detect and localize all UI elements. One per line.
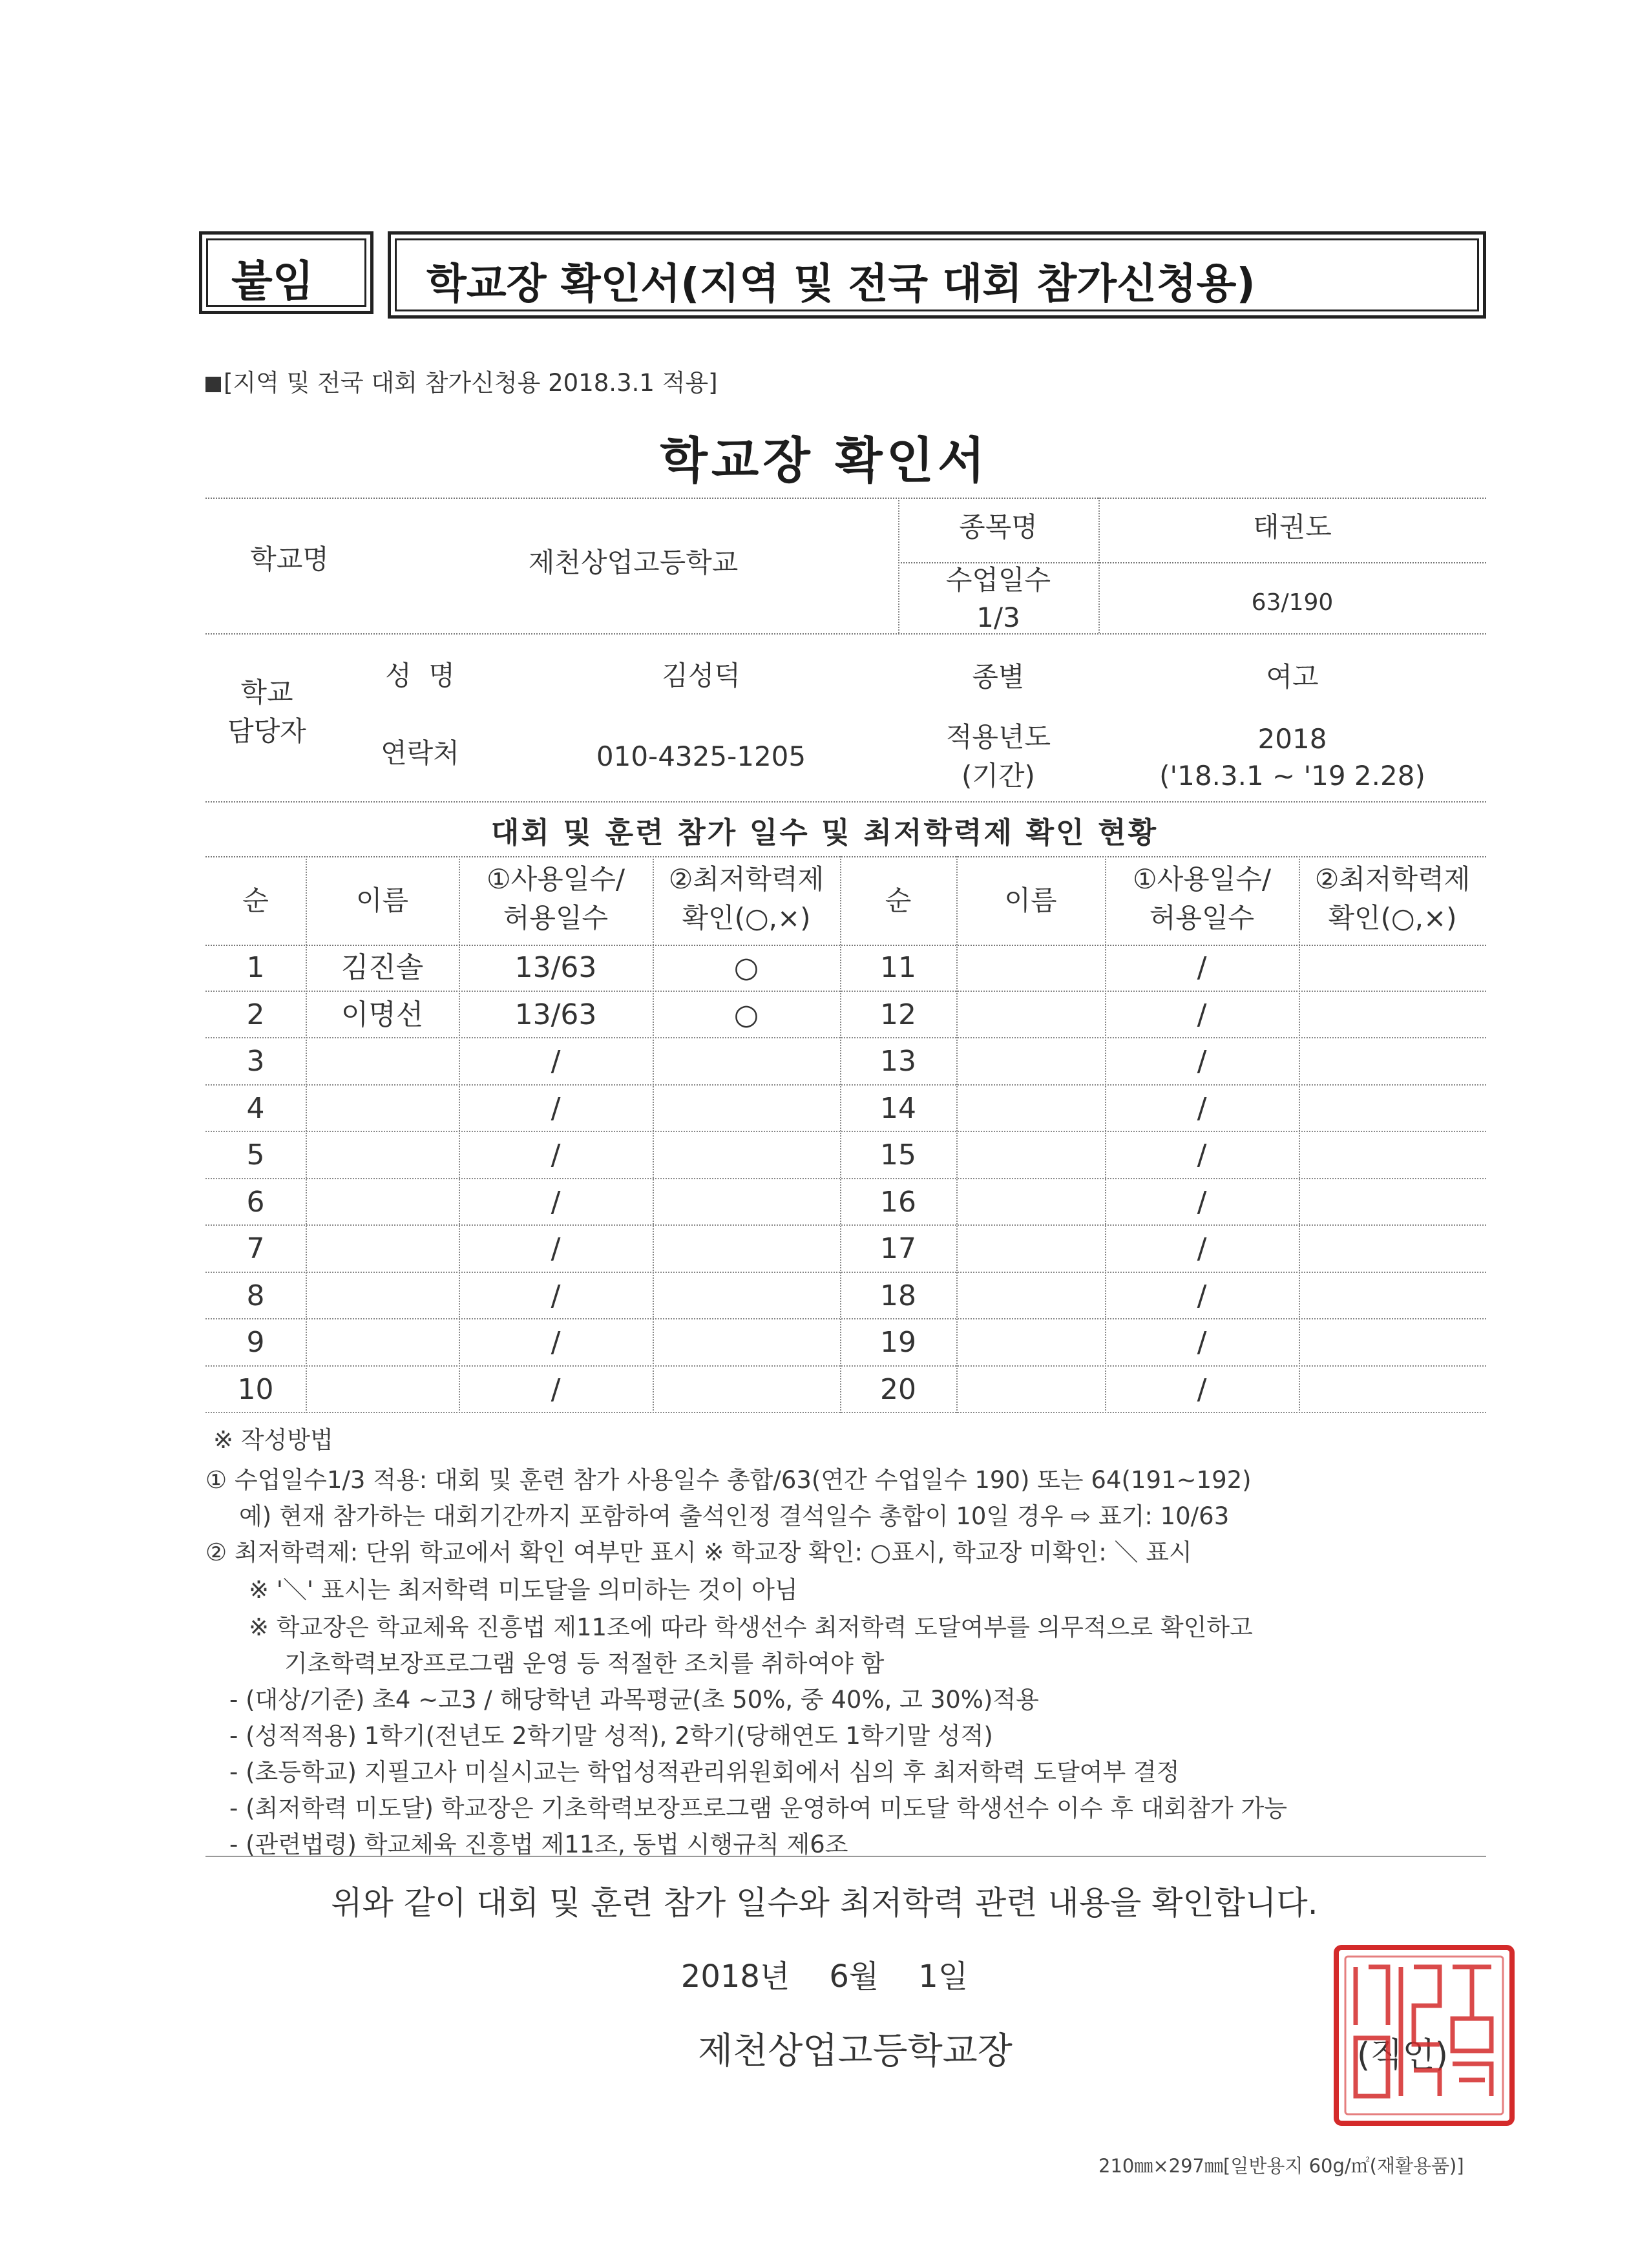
table-cell-check-l bbox=[653, 1038, 840, 1086]
info-rule-mid bbox=[205, 633, 1486, 635]
table-cell-no-l: 9 bbox=[246, 1326, 265, 1359]
info-rule-bottom bbox=[205, 801, 1486, 803]
header-check-right-2: 확인(○,×) bbox=[1328, 902, 1457, 934]
info-rule-top bbox=[205, 498, 1486, 499]
table-col-divider bbox=[1105, 856, 1106, 1413]
table-cell-name-r bbox=[956, 1038, 1105, 1086]
table-cell-check-l bbox=[653, 1319, 840, 1367]
table-cell-name-r bbox=[956, 1367, 1105, 1414]
header-title: 학교장 확인서(지역 및 전국 대회 참가신청용) bbox=[426, 260, 1255, 308]
header-name-right: 이름 bbox=[1004, 885, 1057, 916]
year-label-1: 적용년도 bbox=[945, 721, 1051, 753]
days-label-1: 수업일수 bbox=[945, 564, 1051, 596]
table-col-divider bbox=[306, 856, 307, 1413]
manager-label-1: 학교 bbox=[240, 677, 293, 708]
table-cell-name-l: 김진솔 bbox=[341, 951, 424, 984]
detail-3: - (초등학교) 지필고사 미실시교는 학업성적관리위원회에서 심의 후 최저학력 도달여부 결정 bbox=[229, 1758, 1180, 1786]
table-cell-check-l bbox=[653, 1086, 840, 1133]
table-cell-check-l bbox=[653, 1273, 840, 1320]
header-name-left: 이름 bbox=[355, 885, 409, 916]
principal-name: 제천상업고등학교장 bbox=[698, 2030, 1013, 2072]
table-cell-days-r: / bbox=[1197, 1045, 1207, 1078]
principal-signature bbox=[698, 2022, 1013, 2074]
table-cell-days-r: / bbox=[1197, 1232, 1207, 1265]
table-cell-days-l: / bbox=[551, 1045, 561, 1078]
table-cell-name-l bbox=[306, 1226, 459, 1273]
table-cell-check-r bbox=[1299, 1038, 1486, 1086]
table-cell-check-r bbox=[1299, 1273, 1486, 1320]
table-cell-no-l: 1 bbox=[246, 951, 265, 984]
school-label: 학교명 bbox=[250, 543, 329, 575]
table-cell-no-r: 13 bbox=[880, 1045, 916, 1078]
detail-5: - (관련법령) 학교체육 진흥법 제11조, 동법 시행규칙 제6조 bbox=[229, 1831, 848, 1858]
subtitle-text: [지역 및 전국 대회 참가신청용 2018.3.1 적용] bbox=[224, 369, 718, 397]
table-cell-name-l bbox=[306, 1179, 459, 1226]
note-1b: 예) 현재 참가하는 대회기간까지 포함하여 출석인정 결석일수 총합이 10일 경우 ⇨ 표기: 10/63 bbox=[239, 1502, 1230, 1530]
table-cell-name-r bbox=[956, 992, 1105, 1039]
table-cell-name-l bbox=[306, 1273, 459, 1320]
category-value: 여고 bbox=[1266, 661, 1319, 693]
table-cell-days-r: / bbox=[1197, 1185, 1207, 1219]
header-check-right-1: ②최저학력제 bbox=[1314, 863, 1471, 895]
table-cell-name-r bbox=[956, 1226, 1105, 1273]
table-cell-days-l: / bbox=[551, 1185, 561, 1219]
detail-2: - (성적적용) 1학기(전년도 2학기말 성적), 2학기(당해연도 1학기말 성적) bbox=[229, 1722, 993, 1750]
name-label: 성 명 bbox=[385, 660, 455, 691]
table-cell-days-l: / bbox=[551, 1091, 561, 1125]
table-cell-no-l: 5 bbox=[246, 1139, 265, 1171]
table-rule-top bbox=[205, 856, 1486, 857]
issue-date: 2018년 6월 1일 bbox=[680, 1958, 969, 1995]
table-col-divider bbox=[1299, 856, 1300, 1413]
table-cell-check-r bbox=[1299, 1179, 1486, 1226]
note-3: ※ '＼' 표시는 최저학력 미도달을 의미하는 것이 아님 bbox=[249, 1576, 798, 1604]
note-4a: ※ 학교장은 학교체육 진흥법 제11조에 따라 학생선수 최저학력 도달여부를 의무적으로 확인하고 bbox=[249, 1613, 1253, 1641]
table-row bbox=[0, 1086, 1649, 1133]
detail-1: - (대상/기준) 초4 ~고3 / 해당학년 과목평균(초 50%, 중 40%, 고 30%)적용 bbox=[229, 1686, 1039, 1714]
header-days-left-1: ①사용일수/ bbox=[486, 863, 625, 895]
table-col-divider bbox=[840, 856, 841, 1413]
table-cell-days-r: / bbox=[1197, 1279, 1207, 1312]
table-cell-days-l: / bbox=[551, 1232, 561, 1265]
contact-label: 연락처 bbox=[381, 737, 459, 769]
confirmation-statement: 위와 같이 대회 및 훈련 참가 일수와 최저학력 관련 내용을 확인합니다. bbox=[331, 1884, 1318, 1922]
note-2: ② 최저학력제: 단위 학교에서 확인 여부만 표시 ※ 학교장 확인: ○표시, 학교장 미확인: ＼ 표시 bbox=[205, 1538, 1192, 1566]
table-cell-no-r: 20 bbox=[880, 1372, 916, 1406]
table-cell-days-r: / bbox=[1197, 1372, 1207, 1406]
table-cell-name-l bbox=[306, 1038, 459, 1086]
row-rule bbox=[205, 1412, 1486, 1413]
table-cell-no-l: 3 bbox=[246, 1045, 265, 1078]
table-cell-no-l: 6 bbox=[246, 1185, 265, 1219]
table-row bbox=[0, 1179, 1649, 1226]
name-value: 김성덕 bbox=[662, 660, 740, 691]
table-cell-name-r bbox=[956, 1179, 1105, 1226]
table-cell-check-l: ○ bbox=[733, 998, 759, 1031]
table-cell-name-l bbox=[306, 1319, 459, 1367]
year-value: 2018 bbox=[1257, 723, 1327, 755]
attachment-tag: 붙임 bbox=[231, 257, 314, 306]
note-4b: 기초학력보장프로그램 운영 등 적절한 조치를 취하여야 함 bbox=[284, 1650, 885, 1677]
table-cell-days-r: / bbox=[1197, 1326, 1207, 1359]
page-title: 학교장 확인서 bbox=[660, 432, 989, 489]
table-cell-days-r: / bbox=[1197, 998, 1207, 1031]
year-label-2: (기간) bbox=[961, 760, 1035, 792]
header-days-right-2: 허용일수 bbox=[1149, 902, 1255, 934]
header-no-left: 순 bbox=[242, 885, 269, 916]
table-row bbox=[0, 1367, 1649, 1414]
table-row bbox=[0, 1273, 1649, 1320]
table-cell-days-l: / bbox=[551, 1372, 561, 1406]
table-cell-no-r: 14 bbox=[880, 1091, 916, 1125]
table-cell-no-r: 11 bbox=[880, 951, 916, 984]
table-row bbox=[0, 1319, 1649, 1367]
square-bullet-icon bbox=[205, 377, 221, 392]
table-cell-name-l bbox=[306, 1086, 459, 1133]
table-cell-check-l bbox=[653, 1226, 840, 1273]
table-cell-name-r bbox=[956, 1086, 1105, 1133]
table-cell-no-r: 16 bbox=[880, 1185, 916, 1219]
table-row bbox=[0, 1038, 1649, 1086]
table-cell-no-l: 8 bbox=[246, 1279, 265, 1312]
table-col-divider bbox=[956, 856, 958, 1413]
days-label-2: 1/3 bbox=[976, 602, 1020, 633]
days-value: 63/190 bbox=[1251, 589, 1334, 616]
table-cell-no-r: 15 bbox=[880, 1139, 916, 1171]
event-value: 태권도 bbox=[1253, 511, 1332, 543]
table-cell-no-r: 12 bbox=[880, 998, 916, 1031]
table-row bbox=[0, 945, 1649, 992]
table-cell-name-r bbox=[956, 1273, 1105, 1320]
table-cell-days-l: / bbox=[551, 1139, 561, 1171]
year-period: ('18.3.1 ~ '19 2.28) bbox=[1159, 760, 1425, 792]
manager-label-2: 담당자 bbox=[227, 715, 306, 747]
official-seal-stamp bbox=[1330, 1941, 1518, 2130]
header-days-right-1: ①사용일수/ bbox=[1132, 863, 1272, 895]
header-check-left-1: ②최저학력제 bbox=[668, 863, 824, 895]
table-cell-days-l: / bbox=[551, 1326, 561, 1359]
contact-value: 010-4325-1205 bbox=[596, 740, 806, 772]
seal-label: (직인) bbox=[1357, 2036, 1449, 2075]
header-check-left-2: 확인(○,×) bbox=[682, 902, 811, 934]
table-cell-no-l: 7 bbox=[246, 1232, 265, 1265]
table-cell-days-r: / bbox=[1197, 1139, 1207, 1171]
table-cell-name-l: 이명선 bbox=[341, 998, 424, 1031]
table-cell-name-l bbox=[306, 1132, 459, 1179]
section-title: 대회 및 훈련 참가 일수 및 최저학력제 확인 현황 bbox=[490, 815, 1159, 850]
paper-spec-footer: 210㎜×297㎜[일반용지 60g/㎡(재활용품)] bbox=[1098, 2155, 1464, 2177]
notes-heading: ※ 작성방법 bbox=[213, 1426, 333, 1454]
table-cell-check-l bbox=[653, 1179, 840, 1226]
table-cell-check-l bbox=[653, 1367, 840, 1414]
table-cell-check-r bbox=[1299, 992, 1486, 1039]
table-row bbox=[0, 1226, 1649, 1273]
table-row bbox=[0, 1132, 1649, 1179]
table-cell-check-r bbox=[1299, 1132, 1486, 1179]
table-cell-days-l: 13/63 bbox=[514, 998, 597, 1031]
doc-subtitle bbox=[205, 363, 718, 398]
table-cell-days-l: / bbox=[551, 1279, 561, 1312]
category-label: 종별 bbox=[972, 661, 1025, 693]
table-col-divider bbox=[459, 856, 460, 1413]
note-1a: ① 수업일수1/3 적용: 대회 및 훈련 참가 사용일수 총합/63(연간 수업일수 190) 또는 64(191~192) bbox=[205, 1466, 1252, 1494]
header-no-right: 순 bbox=[885, 885, 912, 916]
table-cell-no-r: 17 bbox=[880, 1232, 916, 1265]
table-cell-no-l: 2 bbox=[246, 998, 265, 1031]
table-cell-days-r: / bbox=[1197, 1091, 1207, 1125]
table-row bbox=[0, 992, 1649, 1039]
notes-bottom-rule bbox=[205, 1856, 1486, 1857]
table-col-divider bbox=[653, 856, 654, 1413]
table-cell-days-l: 13/63 bbox=[514, 951, 597, 984]
table-cell-name-l bbox=[306, 1367, 459, 1414]
event-label: 종목명 bbox=[959, 511, 1038, 543]
table-cell-no-r: 18 bbox=[880, 1279, 916, 1312]
table-cell-check-r bbox=[1299, 1226, 1486, 1273]
table-cell-days-r: / bbox=[1197, 951, 1207, 984]
table-cell-name-r bbox=[956, 945, 1105, 992]
table-cell-name-r bbox=[956, 1319, 1105, 1367]
table-cell-check-r bbox=[1299, 1367, 1486, 1414]
detail-4: - (최저학력 미도달) 학교장은 기초학력보장프로그램 운영하여 미도달 학생선수 이수 후 대회참가 가능 bbox=[229, 1794, 1288, 1822]
table-cell-check-r bbox=[1299, 1319, 1486, 1367]
table-cell-check-r bbox=[1299, 1086, 1486, 1133]
table-cell-check-l: ○ bbox=[733, 951, 759, 984]
table-cell-name-r bbox=[956, 1132, 1105, 1179]
table-cell-no-l: 4 bbox=[246, 1091, 265, 1125]
table-cell-no-l: 10 bbox=[237, 1372, 274, 1406]
table-cell-no-r: 19 bbox=[880, 1326, 916, 1359]
table-cell-check-l bbox=[653, 1132, 840, 1179]
school-name: 제천상업고등학교 bbox=[528, 547, 739, 578]
header-days-left-2: 허용일수 bbox=[503, 902, 609, 934]
table-cell-check-r bbox=[1299, 945, 1486, 992]
